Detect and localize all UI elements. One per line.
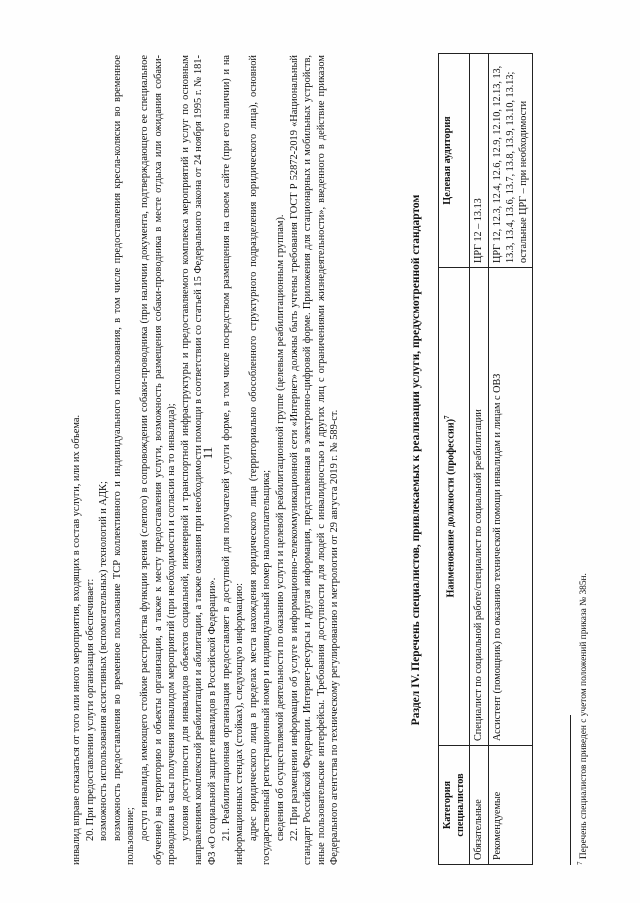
table-cell: Ассистент (помощник) по оказанию технической помощи инвалидам и лицам с ОВЗ (488, 268, 533, 746)
table-row (488, 54, 533, 865)
paragraph: возможность использования ассистивных (вспомогательных) технологий и АДК; (98, 481, 110, 841)
table-cell: Специалист по социальной работе/специалист по социальной реабилитации (470, 268, 488, 746)
footnote-mark: 7 (576, 861, 584, 865)
column-header: Категория специалистов (439, 746, 470, 865)
section-title: Раздел IV. Перечень специалистов, привлекаемых к реализации услуги, предусмотренной стандартом (410, 194, 422, 726)
body-text (70, 55, 342, 865)
table-cell: Обязательные (470, 746, 488, 865)
footnote (576, 165, 589, 865)
page-number: 11 (200, 446, 215, 460)
specialists-table (438, 53, 533, 865)
table-cell: Рекомендуемые (488, 746, 533, 865)
paragraph: доступ инвалида, имеющего стойкие расстройства функции зрения (слепого) в сопровождении собаки-проводника (при наличии документа, подтверждающего ее специальное обучение) на территорию и объекты организации, а также к месту предоставления услуги, возможность размещения собаки-проводника в месте отдыха или ожидания собаки-проводника в часы получения инвалидом мероприятий (при необходимости и согласии на то инвалида); (138, 55, 178, 865)
paragraph: 22. При размещении информации об услуге в информационно-телекоммуникационной сети «Интернет» должны быть учтены требования ГОСТ Р 52872-2019 «Национальный стандарт Российской Федерации. Интернет-ресурсы и другая информация, представленная в электронно-цифровой форме. Приложения для стационарных и мобильных устройств, иные пользовательские интерфейсы. Требования доступности для людей с инвалидностью и других лиц с ограничениями жизнедеятельности», введенного в действие приказом Федерального агентства по техническому регулированию и метрологии от 29 августа 2019 г. № 589-ст. (288, 55, 341, 865)
paragraph: условия доступности для инвалидов объектов социальной, инженерной и транспортной инфраструктуры и предоставляемого комплекса мероприятий и услуг по основным направлениям комплексной реабилитации и абилитации, а также оказания при необходимости помощи в соответствии со статьей 15 Федерального закона от 24 ноября 1995 г. № 181-ФЗ «О социальной защите инвалидов в Российской Федерации». (179, 55, 218, 865)
table-header-row (439, 54, 470, 865)
column-header: Целевая аудитория (439, 54, 470, 268)
paragraph: 21. Реабилитационная организация предоставляет в доступной для получателей услуги форме, в том числе посредством размещения на своем сайте (при его наличии) и на информационных стендах (стойках), следующую информацию: (220, 55, 246, 865)
table-cell: ЦРГ 12, 12.3, 12.4, 12.6, 12.9, 12.10, 12.13, 13, 13.3, 13.4, 13.6, 13.7, 13.8, 13.9, 13.10, 13.13; остальные ЦРГ – при необходимости (488, 54, 533, 268)
paragraph: адрес юридического лица в пределах места нахождения юридического лица (территориально обособленного структурного подразделения юридического лица), основной государственный регистрационный номер и индивидуальный номер налогоплательщика; (247, 55, 273, 865)
table-row (470, 54, 488, 865)
footnote-mark: 7 (443, 415, 451, 420)
paragraph: сведения об осуществляемой деятельности по оказанию услуги и целевой реабилитационной группе (целевым реабилитационным группам). (274, 214, 286, 841)
table-cell: ЦРГ 12 – 13.13 (470, 54, 488, 268)
paragraph: инвалид вправе отказаться от того или иного мероприятия, входящих в состав услуги, или их объема. (71, 414, 82, 865)
paragraph: 20. При предоставлении услуги организация обеспечивает: (84, 578, 96, 841)
paragraph: возможность предоставления во временное пользование ТСР коллективного и индивидуального использования, в том числе предоставления кресла-коляски во временное пользование; (111, 55, 137, 865)
column-header (439, 268, 470, 746)
footnote-text: Перечень специалистов приведен с учетом положений приказа № 385н. (579, 573, 590, 860)
footnote-separator (570, 715, 571, 865)
column-header-label: Наименование должности (профессии) (445, 419, 457, 598)
